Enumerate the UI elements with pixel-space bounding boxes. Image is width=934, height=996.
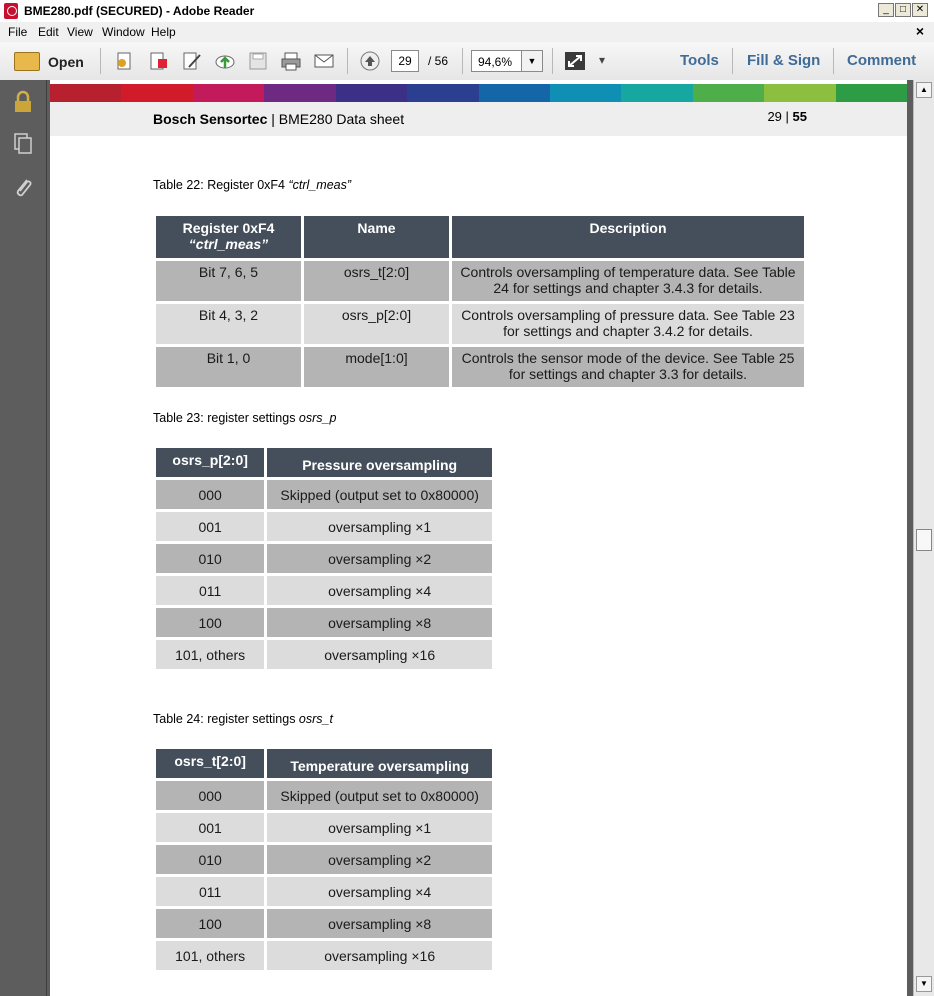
- band-segment: [693, 84, 764, 102]
- toolbar-divider: [732, 48, 733, 74]
- table23-desc: oversampling ×4: [267, 576, 492, 605]
- table22: [153, 213, 807, 390]
- close-document-icon[interactable]: ×: [915, 23, 924, 39]
- table-row: [156, 813, 492, 842]
- header-color-band: [50, 84, 907, 102]
- table22-name: mode[1:0]: [304, 347, 449, 387]
- menu-window[interactable]: Window: [102, 25, 145, 39]
- table22-desc: Controls oversampling of pressure data. See Table 23 for settings and chapter 3.4.2 for details.: [452, 304, 804, 344]
- create-pdf-icon[interactable]: [114, 51, 136, 71]
- title-bar: [0, 0, 934, 23]
- band-segment: [550, 84, 621, 102]
- vertical-scrollbar[interactable]: [913, 80, 934, 996]
- table23-desc: oversampling ×16: [267, 640, 492, 669]
- adobe-reader-icon: [4, 3, 18, 19]
- menu-file[interactable]: File: [8, 25, 28, 39]
- table23-desc: oversampling ×1: [267, 512, 492, 541]
- header-brand: Bosch Sensortec | BME280 Data sheet: [153, 111, 405, 127]
- table24-desc: oversampling ×2: [267, 845, 492, 874]
- table22-bits: Bit 4, 3, 2: [156, 304, 301, 344]
- chevron-down-icon[interactable]: ▼: [521, 51, 542, 71]
- document-viewport[interactable]: [47, 80, 913, 996]
- print-icon[interactable]: [280, 51, 302, 71]
- table-row: [156, 845, 492, 874]
- menu-bar: [0, 22, 934, 42]
- page-total: / 56: [428, 54, 449, 68]
- table22-bits: Bit 7, 6, 5: [156, 261, 301, 301]
- previous-page-icon[interactable]: [359, 51, 381, 71]
- band-segment: [193, 84, 264, 102]
- table24: [153, 746, 495, 973]
- minimize-button[interactable]: _: [878, 3, 894, 17]
- table-row: [156, 640, 492, 669]
- page-thumbnails-icon[interactable]: [12, 132, 34, 156]
- close-button[interactable]: ✕: [912, 3, 928, 17]
- header-page-number: 29 | 55: [767, 109, 807, 124]
- zoom-select[interactable]: [471, 50, 543, 72]
- open-label: Open: [48, 54, 84, 70]
- table-row: [156, 480, 492, 509]
- table23-caption: Table 23: register settings osrs_p: [153, 411, 337, 425]
- table-row: [156, 941, 492, 970]
- open-button[interactable]: [12, 50, 92, 72]
- table-row: [156, 781, 492, 810]
- table24-desc: oversampling ×16: [267, 941, 492, 970]
- email-icon[interactable]: [313, 51, 335, 71]
- table22-header-description: Description: [452, 216, 804, 258]
- table24-desc: oversampling ×4: [267, 877, 492, 906]
- table-row: [156, 347, 804, 387]
- table22-desc: Controls oversampling of temperature data. See Table 24 for settings and chapter 3.4.3 for details.: [452, 261, 804, 301]
- table24-code: 000: [156, 781, 264, 810]
- lock-icon[interactable]: [12, 90, 34, 114]
- band-segment: [50, 84, 121, 102]
- table23-desc: oversampling ×2: [267, 544, 492, 573]
- table23-code: 010: [156, 544, 264, 573]
- table24-code: 010: [156, 845, 264, 874]
- table23-code: 011: [156, 576, 264, 605]
- page-header: [50, 102, 907, 136]
- window-title: BME280.pdf (SECURED) - Adobe Reader: [24, 4, 255, 18]
- menu-help[interactable]: Help: [151, 25, 176, 39]
- menu-view[interactable]: View: [67, 25, 93, 39]
- fill-sign-panel-link[interactable]: Fill & Sign: [747, 52, 821, 69]
- table23-desc: oversampling ×8: [267, 608, 492, 637]
- table24-header-desc: Temperature oversampling: [267, 749, 492, 778]
- table23-code: 000: [156, 480, 264, 509]
- table23-code: 001: [156, 512, 264, 541]
- table24-code: 011: [156, 877, 264, 906]
- toolbar-divider: [833, 48, 834, 74]
- table24-desc: oversampling ×1: [267, 813, 492, 842]
- pdf-page: [50, 80, 907, 996]
- table22-header-register: Register 0xF4 “ctrl_meas”: [156, 216, 301, 258]
- toolbar-divider: [100, 48, 101, 74]
- toolbar-divider: [347, 48, 348, 74]
- band-segment: [621, 84, 692, 102]
- table22-bits: Bit 1, 0: [156, 347, 301, 387]
- table-row: [156, 576, 492, 605]
- table22-name: osrs_t[2:0]: [304, 261, 449, 301]
- menu-edit[interactable]: Edit: [38, 25, 59, 39]
- attachments-icon[interactable]: [12, 175, 34, 199]
- band-segment: [336, 84, 407, 102]
- table-row: [156, 608, 492, 637]
- navigation-pane: [0, 80, 47, 996]
- table22-desc: Controls the sensor mode of the device. See Table 25 for settings and chapter 3.3 for details.: [452, 347, 804, 387]
- scroll-down-button[interactable]: ▼: [916, 976, 932, 992]
- scroll-thumb[interactable]: [916, 529, 932, 551]
- table-row: [156, 544, 492, 573]
- edit-pdf-icon[interactable]: [181, 51, 203, 71]
- scroll-up-button[interactable]: ▲: [916, 82, 932, 98]
- table23-code: 101, others: [156, 640, 264, 669]
- table-row: [156, 304, 804, 344]
- table24-desc: oversampling ×8: [267, 909, 492, 938]
- table24-code: 100: [156, 909, 264, 938]
- save-icon[interactable]: [247, 51, 269, 71]
- table24-header-code: osrs_t[2:0]: [156, 749, 264, 778]
- toolbar-divider: [462, 48, 463, 74]
- folder-icon: [14, 52, 40, 71]
- table24-code: 001: [156, 813, 264, 842]
- table24-desc: Skipped (output set to 0x80000): [267, 781, 492, 810]
- table24-code: 101, others: [156, 941, 264, 970]
- band-segment: [479, 84, 550, 102]
- table-row: [156, 261, 804, 301]
- table-row: [156, 909, 492, 938]
- maximize-button[interactable]: □: [895, 3, 911, 17]
- table24-caption: Table 24: register settings osrs_t: [153, 712, 333, 726]
- cloud-upload-icon[interactable]: [214, 51, 236, 71]
- band-segment: [121, 84, 192, 102]
- more-tools-icon[interactable]: ▾: [599, 53, 606, 67]
- table-row: [156, 512, 492, 541]
- band-segment: [264, 84, 335, 102]
- table23-desc: Skipped (output set to 0x80000): [267, 480, 492, 509]
- page-number-input[interactable]: 29: [391, 50, 419, 72]
- combine-files-icon[interactable]: [148, 51, 170, 71]
- zoom-value: 94,6%: [478, 55, 513, 69]
- toolbar-divider: [552, 48, 553, 74]
- table22-caption: Table 22: Register 0xF4 “ctrl_meas”: [153, 178, 352, 192]
- table23-header-code: osrs_p[2:0]: [156, 448, 264, 477]
- table23-header-desc: Pressure oversampling: [267, 448, 492, 477]
- table22-header-name: Name: [304, 216, 449, 258]
- band-segment: [836, 84, 907, 102]
- fit-page-icon[interactable]: [564, 51, 586, 71]
- band-segment: [764, 84, 835, 102]
- table23-code: 100: [156, 608, 264, 637]
- band-segment: [407, 84, 478, 102]
- table-row: [156, 877, 492, 906]
- table23: [153, 445, 495, 672]
- toolbar: [0, 42, 934, 81]
- comment-panel-link[interactable]: Comment: [847, 52, 917, 69]
- tools-panel-link[interactable]: Tools: [680, 52, 719, 69]
- table22-name: osrs_p[2:0]: [304, 304, 449, 344]
